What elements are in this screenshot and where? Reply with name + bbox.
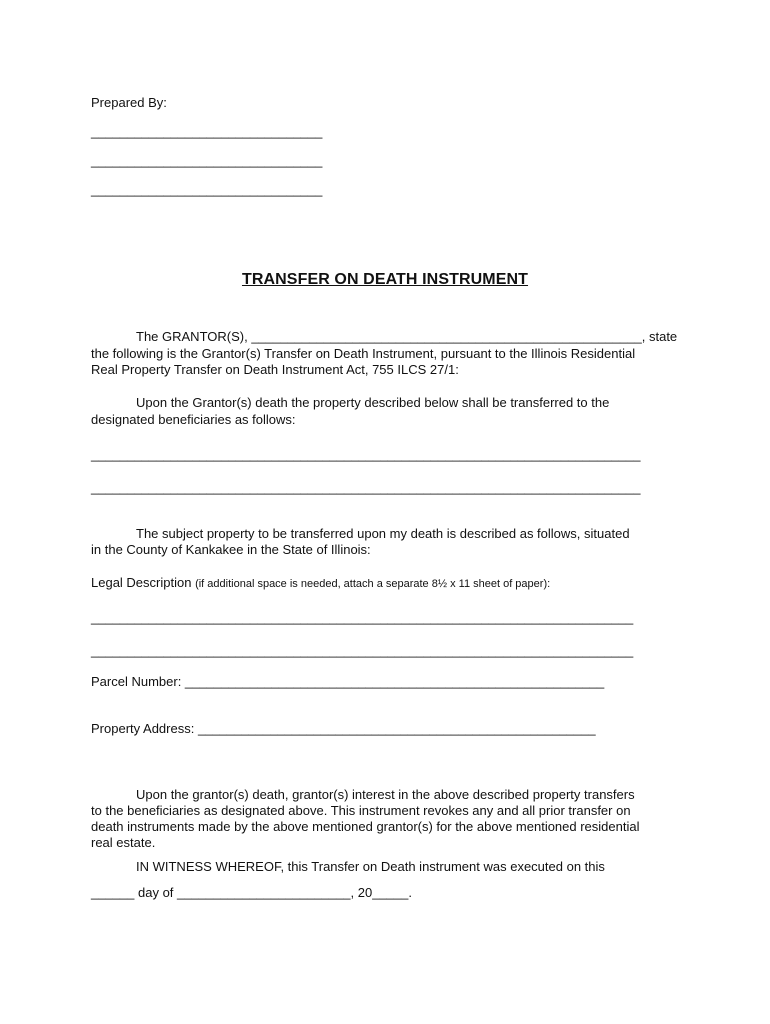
document-title: TRANSFER ON DEATH INSTRUMENT (241, 271, 529, 288)
subject-paragraph-line: in the County of Kankakee in the State of Illinois: (91, 542, 371, 557)
grantor-paragraph-line: the following is the Grantor(s) Transfer on Death Instrument, pursuant to the Illinois Residential (91, 346, 636, 361)
transfer-paragraph-line: to the beneficiaries as designated above. This instrument revokes any and all prior transfer on (91, 803, 631, 818)
transfer-paragraph-line: death instruments made by the above mentioned grantor(s) for the above mentioned residential (91, 819, 640, 834)
legal-description-blank-line[interactable]: ___________________________________________________________________________ (91, 643, 634, 658)
legal-description-title: Legal Description (91, 575, 192, 590)
legal-description-label (91, 575, 550, 592)
prepared-by-blank-line[interactable]: ________________________________ (91, 124, 323, 139)
beneficiaries-paragraph-line: designated beneficiaries as follows: (91, 412, 296, 427)
prepared-by-blank-line[interactable]: ________________________________ (91, 182, 323, 197)
beneficiaries-paragraph-line: Upon the Grantor(s) death the property described below shall be transferred to the (136, 395, 610, 410)
grantor-paragraph-line: Real Property Transfer on Death Instrument Act, 755 ILCS 27/1: (91, 362, 459, 377)
legal-description-note: (if additional space is needed, attach a separate 8½ x 11 sheet of paper): (195, 578, 551, 590)
witness-line: IN WITNESS WHEREOF, this Transfer on Death instrument was executed on this (136, 859, 605, 874)
beneficiary-blank-line[interactable]: ____________________________________________________________________________ (91, 447, 641, 462)
property-address-field[interactable]: Property Address: _______________________________________________________ (91, 721, 596, 736)
transfer-paragraph-line: real estate. (91, 835, 156, 850)
execution-date-line[interactable]: ______ day of ________________________, 20_____. (91, 885, 412, 900)
transfer-paragraph-line: Upon the grantor(s) death, grantor(s) interest in the above described property transfers (136, 787, 635, 802)
parcel-number-field[interactable]: Parcel Number: __________________________________________________________ (91, 674, 605, 689)
grantor-paragraph-line: The GRANTOR(S), ______________________________________________________, state (136, 329, 678, 344)
subject-paragraph-line: The subject property to be transferred upon my death is described as follows, situated (136, 526, 630, 541)
beneficiary-blank-line[interactable]: ____________________________________________________________________________ (91, 480, 641, 495)
legal-description-blank-line[interactable]: ___________________________________________________________________________ (91, 610, 634, 625)
prepared-by-label: Prepared By: (91, 95, 167, 110)
prepared-by-blank-line[interactable]: ________________________________ (91, 153, 323, 168)
